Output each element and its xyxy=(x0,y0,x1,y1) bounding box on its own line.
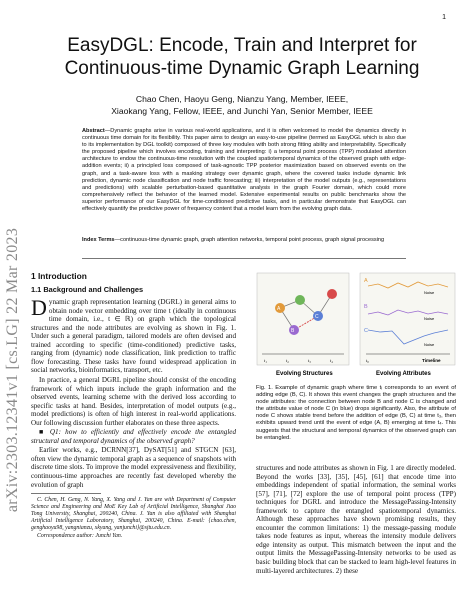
paragraph-1-text: ynamic graph representation learning (DGRL) in general aims to obtain node vector embedding over time t (ideally in continuous time domain, i.e., t ∈ ℝ) on graph which the topological structures and the node attributes are evolving as shown in Fig. 1. Under such a general paradigm, tailored models are often devised and trained according to specific (time-conditioned) predictive tasks, ranging from (dynamic) node classification, link prediction to traffic flow forecasting. These tasks have found widespread application in social networks, bioinformatics, transport, etc. xyxy=(31,298,236,375)
time-label-t4: t₄ xyxy=(330,358,333,363)
structures-panel xyxy=(257,273,349,365)
abstract-label: Abstract xyxy=(82,128,105,134)
figure-1 xyxy=(256,272,456,384)
subsection-heading: 1.1 Background and Challenges xyxy=(31,284,144,294)
noise-label-2: Noise xyxy=(424,316,435,321)
author-block xyxy=(40,93,444,117)
abstract-text: —Dynamic graphs arise in various real-world applications, and it is often welcomed to model the dynamics directly in continuous time domain for its flexibility. This paper aims to design an easy-to-use pipeline (termed as EasyDGL which is also due to its implementation by DGL toolkit) composed of three key modules with both strong fitting ability and interpretability. Specifically the proposed pipeline which involves encoding, training and interpreting: i) a temporal point process (TPP) modulated attention architecture to endow the continuous-time resolution with the coupled spatiotemporal dynamics of the observed graph with edge-addition events; ii) a principled loss composed of task-agnostic TPP posterior maximization based on observed events on the graph, and a task-aware loss with a masking strategy over dynamic graph, where the covered tasks include dynamic link prediction, dynamic node classification and node traffic forecasting; iii) interpretation of the model outputs (e.g., representations and predictions) with scalable perturbation-based quantitative analysis in the graph Fourier domain, which could more comprehensively reflect the behavior of the learned model. Extensive experimental results on public benchmarks show the superior performance of our EasyDGL for time-conditioned predictive tasks, and in particular demonstrate that EasyDGL can effectively quantify the predictive power of frequency content that a model learn from the evolving graph data. xyxy=(82,128,406,213)
authors-line-1: Chao Chen, Haoyu Geng, Nianzu Yang, Member, IEEE, xyxy=(135,94,349,104)
attr-label-c: C xyxy=(364,328,368,334)
attributes-caption: Evolving Attributes xyxy=(376,371,431,377)
index-terms xyxy=(82,237,406,244)
timeline-label: Timeline xyxy=(422,358,441,363)
arxiv-watermark xyxy=(2,150,24,590)
attr-label-b: B xyxy=(364,304,368,310)
right-column xyxy=(256,464,456,576)
figure-caption: Fig. 1. Example of dynamic graph where time tᵢ corresponds to an event of adding edge (B, C). It shows this event changes the graph structures and the node attributes: the connection between node B and node C is changed and the attribute value of node C (in blue) drops significantly. Also, the attribute of node C shows stable trend before the addition of edge (B, C) at time t₃, then exhibits upward trend until the event of edge (A, B) emerging at time t₄. This suggests that the structural and temporal dynamics of the observed graph can be entangled. xyxy=(256,385,456,441)
footnote-affiliation: C. Chen, H. Geng, N. Yang, X. Yang and J. Yan are with Department of Computer Science and Engineering and MoE Key Lab of Artificial Intelligence, Shanghai Jiao Tong University, Shanghai, 200240, China. J. Yan is also affiliated with Shanghai Artificial Intelligence Laboratory, Shanghai, 200240, China. E-mail: {chao.chen, genghaoyu98, yangnianzu, xkyang, yanjunchi}@sjtu.edu.cn. xyxy=(31,497,236,532)
title-line-1: EasyDGL: Encode, Train and Interpret for xyxy=(67,35,417,56)
time-label-t3: t₃ xyxy=(308,358,311,363)
noise-label-3: Noise xyxy=(424,342,435,347)
paragraph-2: In practice, a general DGRL pipeline should consist of the encoding framework of which inputs include the graph information and the observed events, learning scheme with the derived loss according to specific tasks at hand. Besides, interpretation of model outputs (e.g., model predictions) is often of high interest in real-world applications. Our following discussion further elaborates on these three aspects. xyxy=(31,376,236,427)
figure-1-graphic xyxy=(256,272,456,384)
abstract xyxy=(82,128,406,213)
paper-title xyxy=(40,34,444,80)
time-label-t1: t₁ xyxy=(264,358,267,363)
index-text: —continuous-time dynamic graph, graph attention networks, temporal point process, graph signal processing xyxy=(114,237,385,243)
node-circle xyxy=(327,289,337,299)
section-heading: 1 Introduction xyxy=(31,271,87,281)
attr-label-a: A xyxy=(364,278,368,284)
paragraph-1 xyxy=(31,295,236,375)
question-1: ■ Q1: how to efficiently and effectively encode the entangled structural and temporal dynamics of the observed graph? xyxy=(31,428,236,445)
node-circle xyxy=(295,295,305,305)
node-label-a: A xyxy=(277,306,281,312)
footnote-correspondence: Correspondence author: Junchi Yan. xyxy=(37,533,123,540)
paragraph-3: Earlier works, e.g., DCRNN[37], DySAT[51] and STGCN [63], often view the dynamic temporal graph as a sequence of snapshots with discrete time slots. To improve the model expressiveness and flexibility, continuous-time approaches are recently fast developed whereby the evolution of graph xyxy=(31,446,236,489)
left-column xyxy=(31,270,236,541)
arxiv-id: arXiv:2303.12341v1 [cs.LG] 22 Mar 2023 xyxy=(4,227,21,513)
footnote-rule xyxy=(31,493,101,494)
drop-cap: D xyxy=(31,295,47,321)
noise-label-1: Noise xyxy=(424,290,435,295)
node-label-b: B xyxy=(291,328,295,334)
structures-caption: Evolving Structures xyxy=(276,371,333,377)
header-rule xyxy=(82,258,406,259)
right-paragraph: structures and node attributes as shown in Fig. 1 are directly modeled. Beyond the works [33], [35], [45], [61] that encode time into embeddings independent of spatial information, the seminal works [57], [71], [72] explore the use of temporal point process (TPP) techniques for DGRL and introduce the MessagePassing-Intensity framework to capture the entangled spatiotemporal dynamics. Although these approaches have shown promising results, they encounter the common limitations: 1) the message-passing module takes node features as input, whereas the intensity module delivers edge intensity as output. This mismatch between the input and the output limits the MessagePassing-Intensity networks to be used as basic building block that can be stacked to learn high-level features in multi-layered architectures. 2) these xyxy=(256,464,456,575)
authors-line-2: Xiaokang Yang, Fellow, IEEE, and Junchi Yan, Senior Member, IEEE xyxy=(111,106,373,116)
page-number: 1 xyxy=(442,14,446,21)
time-label-t2: t₂ xyxy=(286,358,289,363)
time-label-t0: t₀ xyxy=(366,358,369,363)
title-line-2: Continuous-time Dynamic Graph Learning xyxy=(64,58,420,79)
index-label: Index Terms xyxy=(82,237,115,243)
node-label-c: C xyxy=(315,314,319,320)
